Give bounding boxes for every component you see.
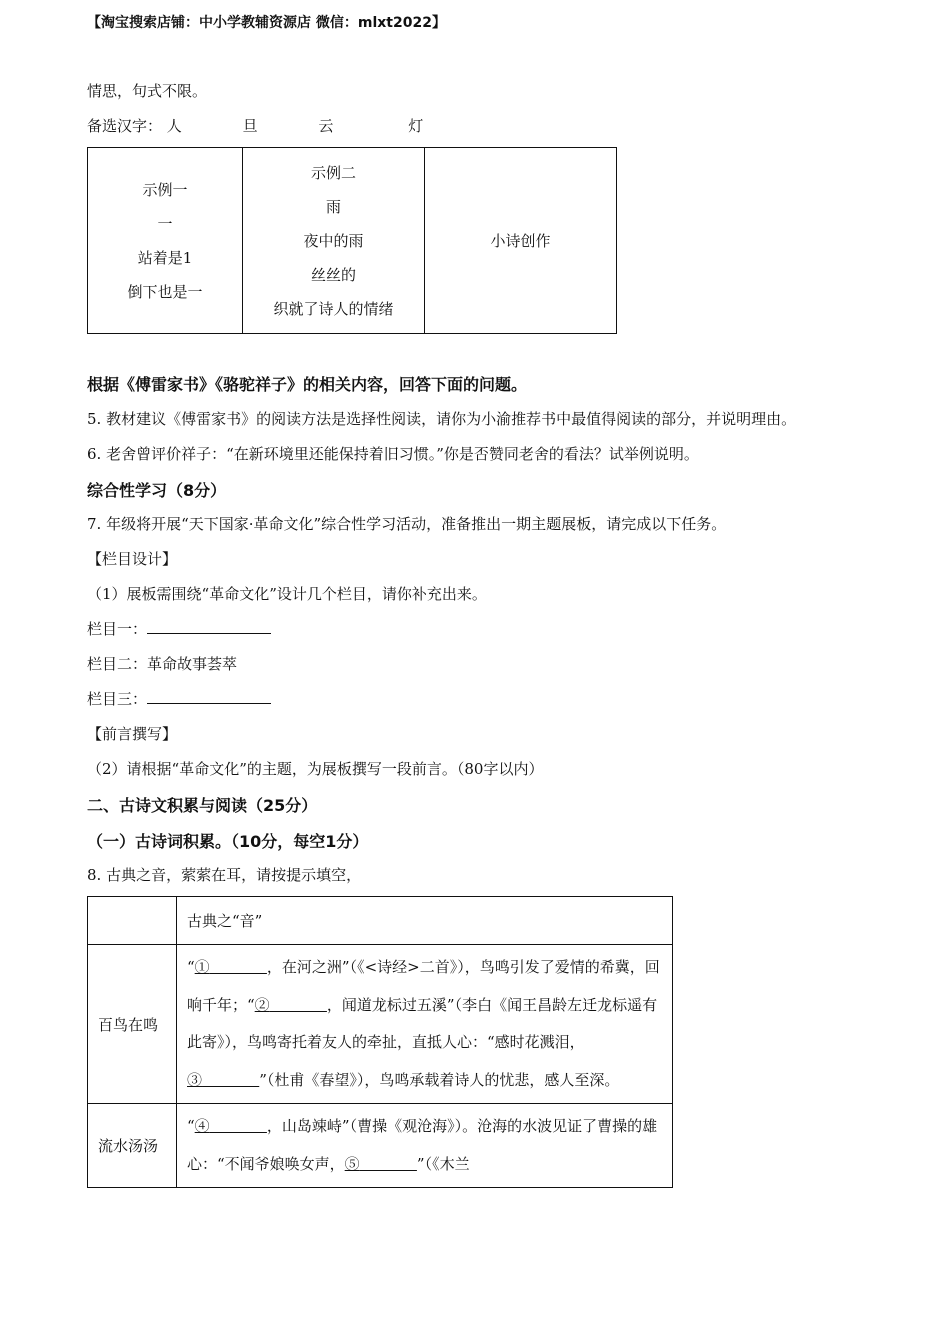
table-header-cell: 古典之“音” — [177, 897, 673, 945]
column-three-blank[interactable] — [147, 689, 271, 704]
fill-blank-3[interactable]: ③ — [187, 1070, 203, 1089]
candidate-char: 人 — [166, 117, 182, 135]
poem-example-table — [87, 147, 617, 334]
column-one — [87, 618, 271, 639]
example-two-line: 织就了诗人的情绪 — [273, 299, 394, 318]
row-label-birds: 百鸟在鸣 — [88, 945, 177, 1104]
fill-blank-2[interactable]: ② — [254, 995, 270, 1014]
question-8: 8. 古典之音，萦萦在耳，请按提示填空， — [87, 866, 362, 884]
question-6: 6. 老舍曾评价祥子：“在新环境里还能保持着旧习惯。”你是否赞同老舍的看法？试举例说明。 — [87, 445, 699, 463]
column-three — [87, 688, 271, 709]
poetry-heading: 二、古诗文积累与阅读（25分） — [87, 796, 318, 815]
candidate-char: 灯 — [408, 117, 424, 135]
example-one-title: 示例一 — [142, 180, 188, 199]
question-5: 5. 教材建议《傅雷家书》的阅读方法是选择性阅读，请你为小渝推荐书中最值得阅读的部分，并说明理由。 — [87, 410, 797, 428]
column-one-label: 栏目一： — [87, 620, 148, 638]
row-label-water: 流水汤汤 — [88, 1104, 177, 1188]
classic-sound-table — [87, 896, 673, 1188]
sub-question-1: （1）展板需围绕“革命文化”设计几个栏目，请你补充出来。 — [87, 585, 487, 603]
example-two-title: 示例二 — [310, 163, 356, 182]
question-7: 7. 年级将开展“天下国家·革命文化”综合性学习活动，准备推出一期主题展板，请完成以下任务。 — [87, 515, 727, 533]
example-one-cell — [88, 148, 243, 334]
poetry-sub-heading: （一）古诗词积累。（10分，每空1分） — [87, 832, 369, 851]
preface-label: 【前言撰写】 — [87, 725, 178, 743]
table-corner-cell — [88, 897, 177, 945]
example-two-line: 丝丝的 — [310, 265, 356, 284]
column-two: 栏目二：革命故事荟萃 — [87, 655, 238, 673]
example-two-cell — [243, 148, 425, 334]
poem-text: ，闻道龙标过五溪”（李白《闻王昌龄左迁龙标遥有此寄》），鸟鸣寄托着友人的牵扯，直抵人心：“感时花溅泪， — [187, 995, 658, 1051]
design-label: 【栏目设计】 — [87, 550, 178, 568]
books-heading: 根据《傅雷家书》《骆驼祥子》的相关内容，回答下面的问题。 — [87, 375, 528, 394]
poem-text: “ — [187, 1117, 195, 1135]
column-one-blank[interactable] — [147, 619, 271, 634]
page-header-ad: 【淘宝搜索店铺：中小学教辅资源店 微信：mlxt2022】 — [87, 15, 446, 31]
candidates-label: 备选汉字： — [87, 117, 163, 135]
example-two-line: 雨 — [325, 197, 341, 216]
poem-text: “ — [187, 958, 195, 976]
candidates-line — [87, 115, 423, 136]
candidate-char: 云 — [318, 117, 334, 135]
fill-blank-5[interactable]: ⑤ — [344, 1154, 360, 1173]
row-content-birds — [177, 945, 673, 1104]
intro-line: 情思，句式不限。 — [87, 82, 208, 100]
candidate-char: 旦 — [242, 117, 258, 135]
fill-blank-4[interactable]: ④ — [194, 1117, 210, 1135]
comp-heading: 综合性学习（8分） — [87, 481, 227, 500]
column-three-label: 栏目三： — [87, 690, 148, 708]
poem-creation-cell[interactable]: 小诗创作 — [425, 148, 617, 334]
example-one-line: 倒下也是一 — [127, 282, 203, 301]
fill-blank-1[interactable]: ① — [194, 958, 210, 976]
row-content-water — [177, 1104, 673, 1188]
poem-text: ”（杜甫《春望》），鸟鸣承载着诗人的忧悲，感人至深。 — [259, 1070, 620, 1089]
sub-question-2: （2）请根据“革命文化”的主题，为展板撰写一段前言。（80字以内） — [87, 760, 544, 778]
example-two-line: 夜中的雨 — [303, 231, 364, 250]
poem-text: ，在河之洲”（《<诗经>二首》），鸟鸣引发了爱情的希冀，回响千年；“ — [187, 958, 660, 1014]
poem-text: ，山岛竦峙”（曹操《观沧海》）。沧海的水波见证了曹操的雄心：“不闻爷娘唤女声， — [187, 1117, 658, 1173]
example-one-line: 一 — [157, 214, 173, 233]
example-one-line: 站着是1 — [137, 248, 193, 267]
poem-text: ”（《木兰 — [416, 1154, 470, 1173]
